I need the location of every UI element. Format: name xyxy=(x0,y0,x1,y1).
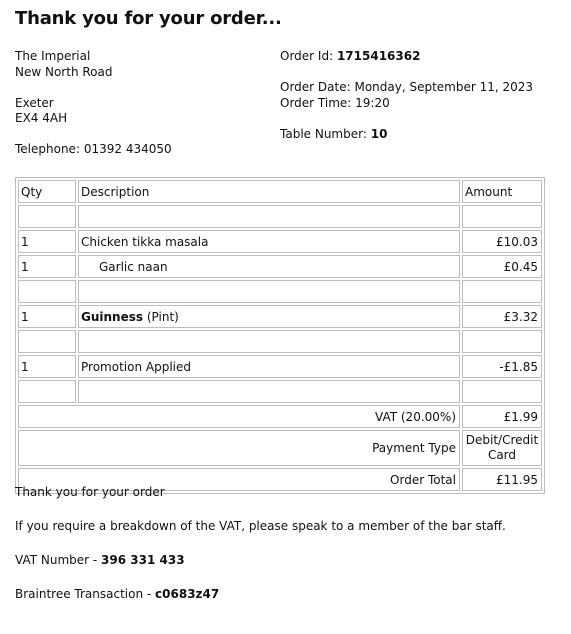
restaurant-city: Exeter xyxy=(15,95,54,110)
item-description: Chicken tikka masala xyxy=(78,230,460,253)
table-row xyxy=(18,255,542,278)
item-qty: 1 xyxy=(18,255,76,278)
item-description: Garlic naan xyxy=(78,255,460,278)
spacer-row xyxy=(18,280,542,303)
item-qty: 1 xyxy=(18,230,76,253)
item-amount: £0.45 xyxy=(462,255,542,278)
vat-label: VAT (20.00%) xyxy=(18,405,460,428)
restaurant-street: New North Road xyxy=(15,64,113,79)
table-row xyxy=(18,230,542,253)
telephone-label: Telephone: xyxy=(15,142,80,156)
description-header: Description xyxy=(78,180,460,203)
vat-row xyxy=(18,405,542,428)
vat-number-label: VAT Number - xyxy=(15,553,98,567)
page-title: Thank you for your order... xyxy=(15,8,282,29)
table-number-label: Table Number: xyxy=(280,126,367,141)
table-header-row xyxy=(18,180,542,203)
qty-header: Qty xyxy=(18,180,76,203)
item-note: (Pint) xyxy=(146,309,179,324)
vat-amount: £1.99 xyxy=(462,405,542,428)
restaurant-address xyxy=(15,49,112,127)
table-row xyxy=(18,305,542,328)
restaurant-telephone xyxy=(15,142,172,156)
payment-type-row xyxy=(18,430,542,466)
order-time-label: Order Time: xyxy=(280,95,352,110)
item-description: Promotion Applied xyxy=(78,355,460,378)
item-qty: 1 xyxy=(18,355,76,378)
vat-number-line xyxy=(15,553,185,567)
order-id-label: Order Id: xyxy=(280,49,334,63)
order-items-table xyxy=(15,177,545,494)
vat-number: 396 331 433 xyxy=(101,553,185,567)
restaurant-postcode: EX4 4AH xyxy=(15,111,68,125)
item-description: Guinness xyxy=(81,309,144,324)
spacer-row xyxy=(18,205,542,228)
order-id: 1715416362 xyxy=(336,49,421,63)
payment-type: Debit/Credit Card xyxy=(462,430,542,466)
thanks-text: Thank you for your order xyxy=(15,485,165,499)
restaurant-name: The Imperial xyxy=(15,49,91,63)
transaction-line xyxy=(15,587,219,601)
item-amount: £10.03 xyxy=(462,230,542,253)
item-amount: -£1.85 xyxy=(462,355,542,378)
table-number-row xyxy=(280,127,533,143)
vat-note: If you require a breakdown of the VAT, please speak to a member of the bar staff. xyxy=(15,519,506,533)
telephone-number: 01392 434050 xyxy=(83,142,172,156)
item-qty: 1 xyxy=(18,305,76,328)
order-id-row xyxy=(280,49,533,65)
order-time-row xyxy=(280,96,533,112)
item-amount: £3.32 xyxy=(462,305,542,328)
payment-type-label: Payment Type xyxy=(18,430,460,466)
order-date: Monday, September 11, 2023 xyxy=(354,80,534,94)
order-time: 19:20 xyxy=(355,95,390,110)
spacer-row xyxy=(18,330,542,353)
order-total-label: Order Total xyxy=(18,468,460,491)
order-date-label: Order Date: xyxy=(280,80,351,94)
order-info xyxy=(280,49,533,142)
transaction-label: Braintree Transaction - xyxy=(15,587,152,601)
table-row xyxy=(18,355,542,378)
transaction-id: c0683z47 xyxy=(155,587,220,601)
table-number: 10 xyxy=(370,126,388,141)
item-description-cell xyxy=(78,305,460,328)
spacer-row xyxy=(18,380,542,403)
order-date-row xyxy=(280,80,533,96)
amount-header: Amount xyxy=(462,180,542,203)
order-total: £11.95 xyxy=(462,468,542,491)
